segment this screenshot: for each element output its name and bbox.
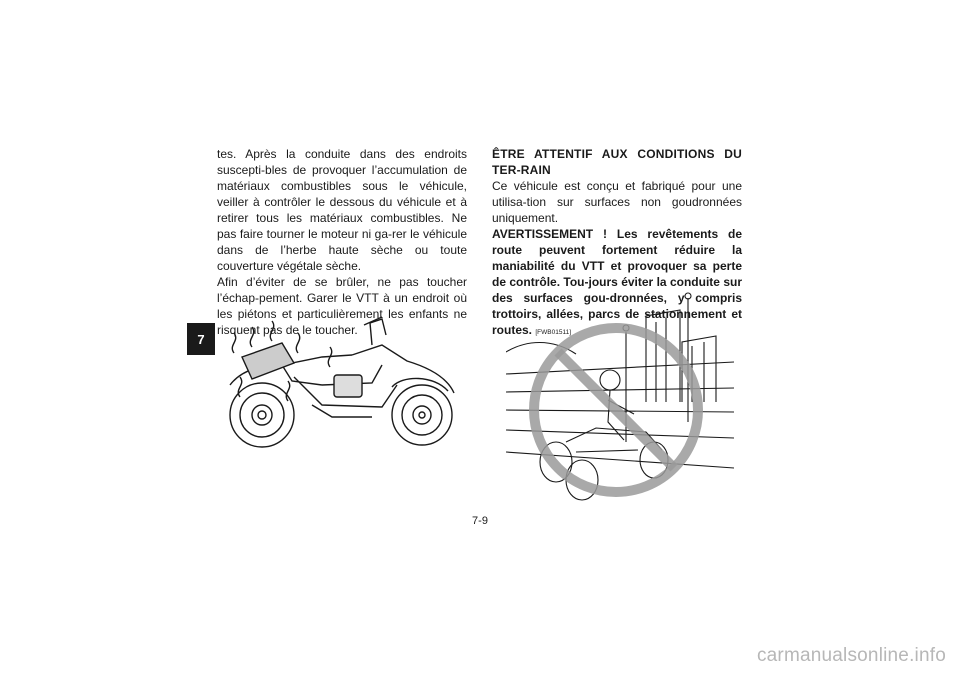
paragraph-intro: Ce véhicule est conçu et fabriqué pour une utilisa-tion sur surfaces non goudronnées uniquement. xyxy=(492,179,742,225)
warning-text: AVERTISSEMENT ! Les revêtements de route peuvent fortement réduire la maniabilité du VTT et provoquer sa perte de contrôle. Tou-jours éviter la conduite sur des surfaces gou-dronnées, y compris trottoirs, allées, parcs de stationnement et routes. xyxy=(492,227,742,337)
paragraph-combustibles: tes. Après la conduite dans des endroits suscepti-bles de provoquer l’accumulation de matériaux combustibles sous le véhicule, veiller à contrôler le dessous du véhicule et à retirer tous les matériaux combustibles. Ne pas faire tourner le moteur ni ga-rer le véhicule dans de l’herbe haute sèche ou toute couverture végétale sèche. xyxy=(217,147,467,273)
hot-exhaust-atv-illustration xyxy=(222,305,462,450)
reference-code: [FWB01511] xyxy=(535,329,572,336)
watermark: carmanualsonline.info xyxy=(756,645,946,666)
chapter-tab: 7 xyxy=(187,323,215,355)
page-number: 7-9 xyxy=(472,515,488,527)
paragraph-exhaust-burn: Afin d’éviter de se brûler, ne pas toucher l’échap-pement. Garer le VTT à un endroit où les piétons et particulièrement les enfants ne risquent pas de le toucher. xyxy=(217,275,467,337)
section-heading: ÊTRE ATTENTIF AUX CONDITIONS DU TER-RAIN xyxy=(492,147,742,177)
no-paved-roads-illustration xyxy=(506,292,734,510)
